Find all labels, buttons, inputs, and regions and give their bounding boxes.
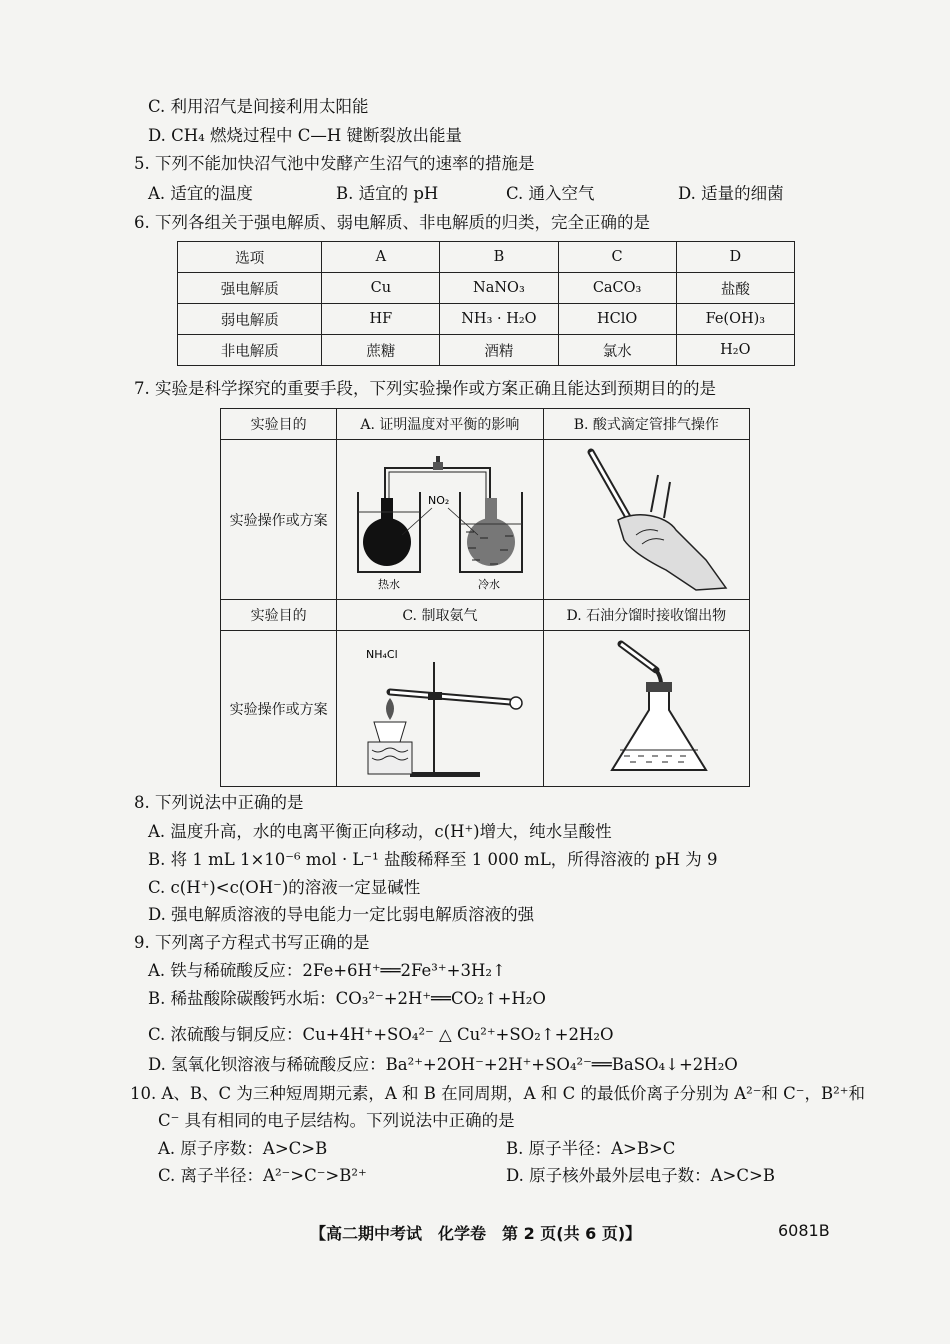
q7-option-d-title: D. 石油分馏时接收馏出物	[543, 600, 749, 631]
hot-water-label: 热水	[377, 578, 400, 591]
q7-figure-b	[543, 440, 749, 600]
table-row	[221, 440, 750, 600]
table-row	[178, 335, 795, 366]
q5-option-c: C. 通入空气	[506, 184, 595, 203]
q6-cell: HClO	[558, 304, 676, 335]
q7-option-b-title: B. 酸式滴定管排气操作	[543, 409, 749, 440]
q5-option-b: B. 适宜的 pH	[336, 184, 439, 203]
q9-option-d: D. 氢氧化钡溶液与稀硫酸反应：Ba²⁺+2OH⁻+2H⁺+SO₄²⁻══BaSO₄↓+2H₂O	[148, 1055, 738, 1074]
q6-cell: CaCO₃	[558, 273, 676, 304]
q5-option-a: A. 适宜的温度	[148, 184, 253, 203]
table-row	[178, 273, 795, 304]
no2-label: NO₂	[427, 494, 450, 507]
q7-purpose-label: 实验目的	[221, 600, 337, 631]
q10-stem-line2: C⁻ 具有相同的电子层结构。下列说法中正确的是	[158, 1111, 515, 1130]
paper-code: 6081B	[778, 1221, 830, 1240]
q7-option-a-title: A. 证明温度对平衡的影响	[337, 409, 543, 440]
flask-receiver-figure	[546, 632, 746, 782]
q10-option-d: D. 原子核外最外层电子数：A>C>B	[506, 1166, 775, 1185]
table-row	[221, 409, 750, 440]
q9-option-a: A. 铁与稀硫酸反应：2Fe+6H⁺══2Fe³⁺+3H₂↑	[148, 961, 506, 980]
q6-header-cell: C	[558, 242, 676, 273]
equilibrium-apparatus-figure	[340, 440, 540, 595]
q4-option-c: C. 利用沼气是间接利用太阳能	[148, 97, 369, 116]
q6-stem: 6. 下列各组关于强电解质、弱电解质、非电解质的归类，完全正确的是	[134, 213, 650, 232]
q7-scheme-label: 实验操作或方案	[221, 631, 337, 787]
q4-option-d: D. CH₄ 燃烧过程中 C—H 键断裂放出能量	[148, 126, 463, 145]
nh4cl-label: NH₄Cl	[365, 647, 398, 661]
q8-option-b: B. 将 1 mL 1×10⁻⁶ mol · L⁻¹ 盐酸稀释至 1 000 mL，所得溶液的 pH 为 9	[148, 850, 718, 869]
q6-cell: 氯水	[558, 335, 676, 366]
q5-option-d: D. 适量的细菌	[678, 184, 784, 203]
q7-table	[220, 408, 750, 787]
q6-table	[177, 241, 795, 366]
q8-option-d: D. 强电解质溶液的导电能力一定比弱电解质溶液的强	[148, 905, 535, 924]
q7-figure-c	[337, 631, 543, 787]
q9-option-c: C. 浓硫酸与铜反应：Cu+4H⁺+SO₄²⁻ △ Cu²⁺+SO₂↑+2H₂O	[148, 1025, 614, 1044]
q6-cell: 强电解质	[178, 273, 322, 304]
q6-cell: HF	[322, 304, 440, 335]
page-footer: 【高二期中考试 化学卷 第 2 页(共 6 页)】	[310, 1224, 642, 1243]
q6-cell: Fe(OH)₃	[676, 304, 794, 335]
q7-figure-d	[543, 631, 749, 787]
q6-cell: 酒精	[440, 335, 558, 366]
q10-stem-line1: 10. A、B、C 为三种短周期元素，A 和 B 在同周期，A 和 C 的最低价离子分别为 A²⁻和 C⁻，B²⁺和	[130, 1084, 865, 1103]
q6-header-cell: 选项	[178, 242, 322, 273]
q7-figure-a	[337, 440, 543, 600]
q6-cell: NaNO₃	[440, 273, 558, 304]
ammonia-apparatus-figure	[340, 632, 540, 782]
q6-header-cell: B	[440, 242, 558, 273]
q8-option-c: C. c(H⁺)<c(OH⁻)的溶液一定显碱性	[148, 878, 421, 897]
table-row	[178, 304, 795, 335]
q6-header-cell: D	[676, 242, 794, 273]
q7-option-c-title: C. 制取氨气	[337, 600, 543, 631]
q7-scheme-label: 实验操作或方案	[221, 440, 337, 600]
q6-cell: 非电解质	[178, 335, 322, 366]
cold-water-label: 冷水	[477, 578, 500, 591]
q9-stem: 9. 下列离子方程式书写正确的是	[134, 933, 370, 952]
q6-cell: 蔗糖	[322, 335, 440, 366]
q5-stem: 5. 下列不能加快沼气池中发酵产生沼气的速率的措施是	[134, 154, 535, 173]
q8-stem: 8. 下列说法中正确的是	[134, 793, 304, 812]
q6-cell: H₂O	[676, 335, 794, 366]
q10-option-b: B. 原子半径：A>B>C	[506, 1139, 676, 1158]
burette-hand-figure	[546, 440, 746, 595]
q6-cell: 盐酸	[676, 273, 794, 304]
q6-header-cell: A	[322, 242, 440, 273]
q9-option-b: B. 稀盐酸除碳酸钙水垢：CO₃²⁻+2H⁺══CO₂↑+H₂O	[148, 989, 546, 1008]
table-row	[178, 242, 795, 273]
q8-option-a: A. 温度升高，水的电离平衡正向移动，c(H⁺)增大，纯水呈酸性	[148, 822, 612, 841]
q10-option-a: A. 原子序数：A>C>B	[158, 1139, 328, 1158]
q6-cell: NH₃ · H₂O	[440, 304, 558, 335]
q7-stem: 7. 实验是科学探究的重要手段，下列实验操作或方案正确且能达到预期目的的是	[134, 379, 716, 398]
q6-cell: 弱电解质	[178, 304, 322, 335]
table-row	[221, 600, 750, 631]
table-row	[221, 631, 750, 787]
q6-cell: Cu	[322, 273, 440, 304]
q10-option-c: C. 离子半径：A²⁻>C⁻>B²⁺	[158, 1166, 367, 1185]
q7-purpose-label: 实验目的	[221, 409, 337, 440]
